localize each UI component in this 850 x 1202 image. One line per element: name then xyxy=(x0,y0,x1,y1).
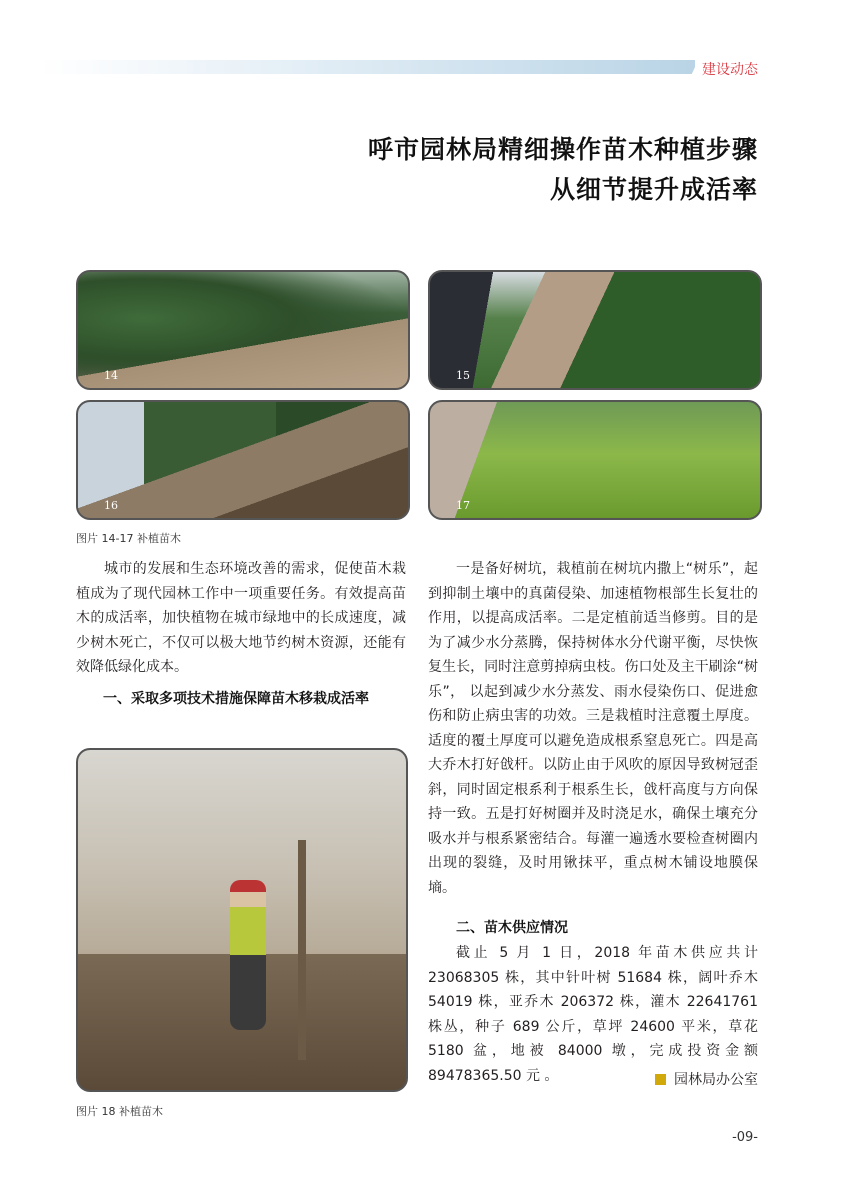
photo-number: 14 xyxy=(104,369,118,382)
intro-paragraph: 城市的发展和生态环境改善的需求，促使苗木栽植成为了现代园林工作中一项重要任务。有效提高苗木的成活率，加快植物在城市绿地中的长成速度，减少树木死亡，不仅可以极大地节约树木资源，还能有效降低绿化成本。 xyxy=(76,561,406,675)
section-label: 建设动态 xyxy=(702,62,758,78)
caption-photo-18: 图片 18 补植苗木 xyxy=(76,1105,163,1118)
square-bullet-icon xyxy=(655,1074,666,1085)
right-column xyxy=(428,557,758,900)
photo-number: 17 xyxy=(456,499,470,512)
photo-14 xyxy=(76,270,410,390)
article-title xyxy=(368,130,758,210)
photo-15 xyxy=(428,270,762,390)
worker-figure xyxy=(230,880,266,1030)
page-number: -09- xyxy=(732,1130,758,1145)
photo-16 xyxy=(76,400,410,520)
title-line-1: 呼市园林局精细操作苗木种植步骤 xyxy=(367,135,758,164)
photo-18 xyxy=(76,748,408,1092)
planting-steps-paragraph: 一是备好树坑，栽植前在树坑内撒上“树乐”，起到抑制土壤中的真菌侵染、加速植物根部生长复壮的作用，以提高成活率。二是定植前适当修剪。目的是为了减少水分蒸腾，保持树体水分代谢平衡，尽快恢复生长，同时注意剪掉病虫枝。伤口处及主干刷涂“树乐”， 以起到减少水分蒸发、雨水侵染伤口、促进愈伤和防止病虫害的功效。三是栽植时注意覆土厚度。适度的覆土厚度可以避免造成根系窒息死亡。四是高大乔木打好戗杆。以防止由于风吹的原因导致树冠歪斜，同时固定根系利于根系生长，戗杆高度与方向保持一致。五是打好树圈并及时浇足水，确保土壤充分吸水并与根系紧密结合。每灌一遍透水要检查树圈内出现的裂缝，及时用锹抹平，重点树木铺设地膜保墒。 xyxy=(428,561,758,896)
caption-photos-14-17: 图片 14-17 补植苗木 xyxy=(76,532,181,545)
photo-number: 16 xyxy=(104,499,118,512)
author-name: 园林局办公室 xyxy=(674,1072,758,1088)
section-heading-1: 一、采取多项技术措施保障苗木移栽成活率 xyxy=(103,691,369,707)
supply-block xyxy=(428,941,758,1088)
left-column xyxy=(76,557,406,680)
photo-17 xyxy=(428,400,762,520)
tree-trunk xyxy=(298,840,306,1060)
supply-paragraph: 截止 5 月 1 日，2018 年苗木供应共计 23068305 株，其中针叶树 51684 株，阔叶乔木 54019 株，亚乔木 206372 株，灌木 22641761 株丛，种子 689 公斤，草坪 24600 平米，草花 5180 盆，地被 84000 墩，完成投资金额 89478365.50 元 。 xyxy=(428,945,758,1084)
header-band xyxy=(40,60,695,74)
section-heading-2: 二、苗木供应情况 xyxy=(456,920,568,936)
title-line-2: 从细节提升成活率 xyxy=(549,175,758,204)
author-credit xyxy=(655,1069,758,1089)
photo-number: 15 xyxy=(456,369,470,382)
